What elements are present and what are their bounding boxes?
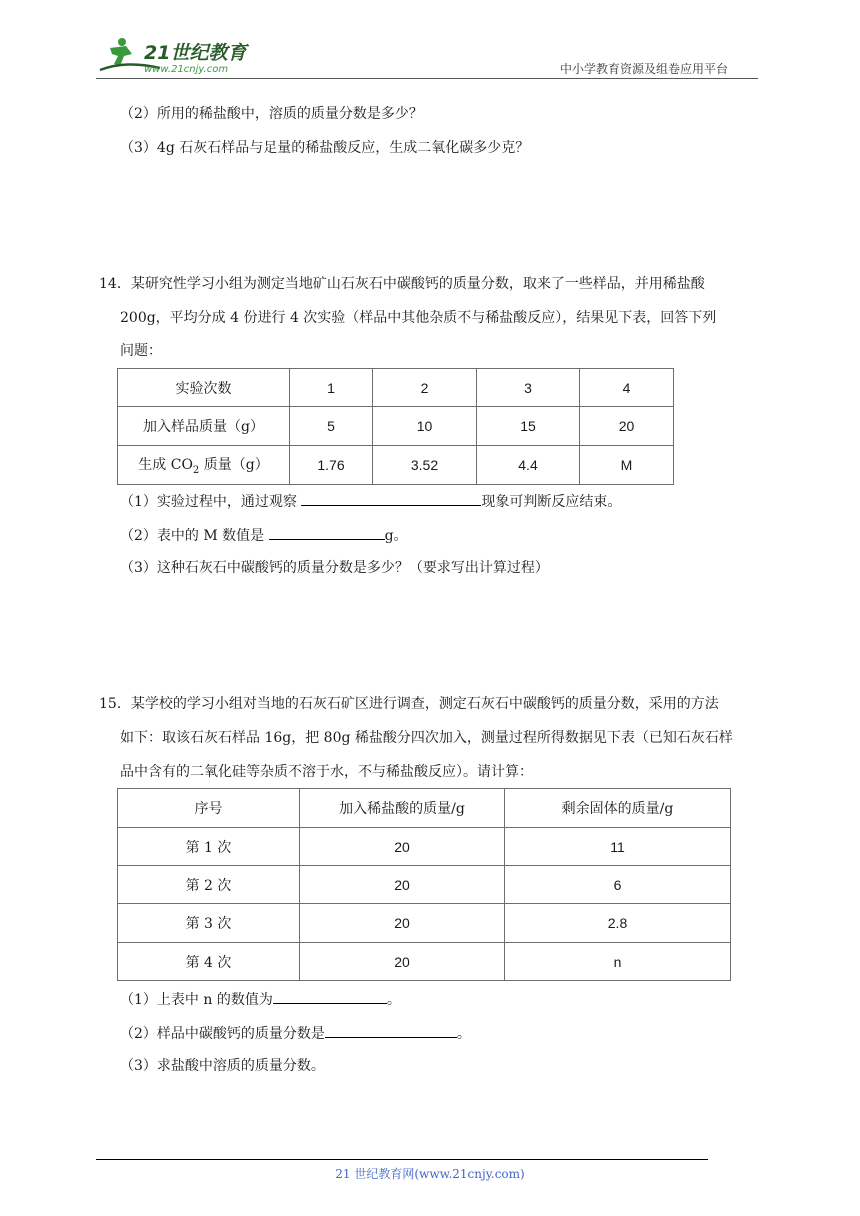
table-cell: 2: [373, 369, 477, 407]
table-cell: 2.8: [505, 904, 731, 943]
table-cell: 剩余固体的质量/g: [505, 789, 731, 828]
table-cell: 20: [300, 828, 505, 866]
table-cell: 序号: [118, 789, 300, 828]
q14-sub1: （1）实验过程中，通过观察 现象可判断反应结束。: [120, 490, 621, 513]
table-cell: 第 1 次: [118, 828, 300, 866]
table-cell: 第 3 次: [118, 904, 300, 943]
q14-data-table: [117, 368, 674, 485]
footer-divider: [96, 1159, 708, 1160]
table-row: [118, 407, 674, 446]
table-row: [118, 828, 731, 866]
q15-stem-line3: 品中含有的二氧化硅等杂质不溶于水，不与稀盐酸反应）。请计算：: [120, 764, 533, 780]
q15-data-table: [117, 788, 731, 981]
platform-name: 中小学教育资源及组卷应用平台: [560, 62, 729, 76]
q14-sub2: （2）表中的 M 数值是 g。: [120, 524, 408, 547]
table-cell-co2-label: 生成 $CO_2$ 质量（g）: [118, 446, 290, 485]
table-cell: n: [505, 943, 731, 981]
q14-stem-line2: 200g，平均分成 4 份进行 4 次实验（样品中其他杂质不与稀盐酸反应），结果见下表，回答下列: [120, 310, 717, 326]
table-cell: M: [580, 446, 674, 485]
table-cell: 加入样品质量（g）: [118, 407, 290, 446]
table-cell: 加入稀盐酸的质量/g: [300, 789, 505, 828]
answer-blank[interactable]: [269, 524, 385, 540]
table-cell: 20: [300, 866, 505, 904]
table-cell: 4.4: [477, 446, 580, 485]
header-divider: [96, 78, 758, 79]
table-cell: 5: [290, 407, 373, 446]
table-cell: 4: [580, 369, 674, 407]
table-cell: 20: [300, 904, 505, 943]
q15-stem-line1: 15．某学校的学习小组对当地的石灰石矿区进行调查，测定石灰石中碳酸钙的质量分数，采用的方法: [99, 696, 719, 712]
q15-sub1: （1）上表中 n 的数值为 。: [120, 988, 401, 1011]
table-row: [118, 943, 731, 981]
logo-text: 21世纪教育: [144, 42, 247, 64]
q15-sub2: （2）样品中碳酸钙的质量分数是 。: [120, 1022, 471, 1045]
table-cell: 20: [300, 943, 505, 981]
table-cell: 11: [505, 828, 731, 866]
table-row: [118, 446, 674, 485]
table-cell: 20: [580, 407, 674, 446]
table-cell: 1: [290, 369, 373, 407]
table-cell: 3.52: [373, 446, 477, 485]
table-cell: 6: [505, 866, 731, 904]
q14-stem-line1: 14．某研究性学习小组为测定当地矿山石灰石中碳酸钙的质量分数，取来了一些样品，并用稀盐酸: [99, 276, 705, 292]
table-row: [118, 904, 731, 943]
table-row: [118, 369, 674, 407]
table-cell: 15: [477, 407, 580, 446]
answer-blank[interactable]: [301, 490, 481, 506]
q13-sub3: （3）4g 石灰石样品与足量的稀盐酸反应，生成二氧化碳多少克？: [120, 140, 530, 156]
answer-blank[interactable]: [273, 988, 387, 1004]
table-cell: 10: [373, 407, 477, 446]
table-cell: 3: [477, 369, 580, 407]
q15-stem-line2: 如下：取该石灰石样品 16g，把 80g 稀盐酸分四次加入，测量过程所得数据见下表（已知石灰石样: [120, 730, 733, 746]
q15-sub3: （3）求盐酸中溶质的质量分数。: [120, 1058, 325, 1074]
table-row: [118, 866, 731, 904]
answer-blank[interactable]: [325, 1022, 457, 1038]
table-cell: 第 2 次: [118, 866, 300, 904]
footer-text: 21 世纪教育网(www.21cnjy.com): [335, 1167, 525, 1181]
q13-sub2: （2）所用的稀盐酸中，溶质的质量分数是多少？: [120, 106, 423, 122]
table-cell: 1.76: [290, 446, 373, 485]
logo-url: www.21cnjy.com: [144, 64, 229, 75]
q14-stem-line3: 问题：: [120, 343, 162, 359]
table-row: [118, 789, 731, 828]
q14-sub3: （3）这种石灰石中碳酸钙的质量分数是多少？（要求写出计算过程）: [120, 560, 549, 576]
site-logo: [96, 34, 266, 78]
table-cell: 第 4 次: [118, 943, 300, 981]
table-cell: 实验次数: [118, 369, 290, 407]
